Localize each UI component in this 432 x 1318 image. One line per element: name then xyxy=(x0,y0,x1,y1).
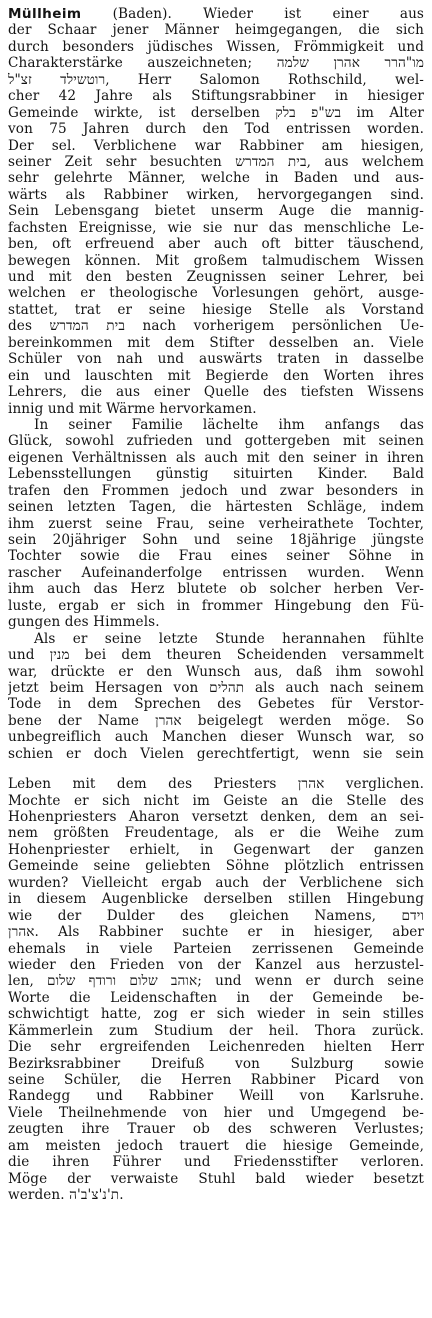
line-text: durch besonders jüdisches Wissen, Frömmigkeit und xyxy=(8,38,424,55)
line-text: ihm auch das Herz blutete ob solcher herben Ver- xyxy=(8,581,424,598)
line-text: Gemeinde wirkte, ist derselben בש"פ בלק im Alter xyxy=(8,104,424,121)
text-line xyxy=(8,121,424,137)
line-text: Mochte er sich nicht im Geiste an die Stelle des xyxy=(8,792,424,809)
text-line xyxy=(8,417,424,433)
line-text: sein 20jähriger Sohn und seine 18jährige jüngste xyxy=(8,532,424,548)
line-text: Lehrers, die aus einer Quelle des tiefsten Wissens xyxy=(8,384,424,401)
line-text: unbegreiflich auch Manchen dieser Wunsch war, so xyxy=(8,729,424,746)
text-line xyxy=(8,450,424,466)
line-text: cher 42 Jahre als Stiftungsrabbiner in hiesiger xyxy=(8,88,424,105)
line-text: gungen des Himmels. xyxy=(8,614,160,631)
line-text: Möge der verwaiste Stuhl bald wieder besetzt xyxy=(8,1170,424,1187)
line-text: bewegen können. Mit großem talmudischem Wissen xyxy=(8,252,424,269)
text-line xyxy=(8,941,424,957)
line-text: Tode in dem Sprechen des Gebetes für Verstor- xyxy=(8,696,424,713)
line-text: Die sehr ergreifenden Leichenreden hielten Herr xyxy=(8,1039,424,1056)
line-text: jetzt beim Hersagen von תהלים als auch nach seinem xyxy=(8,679,424,696)
line-text: wurden? Vielleicht ergab auch der Verblichene sich xyxy=(8,874,424,891)
line-text: welchen er theologische Vorlesungen gehört, ausge- xyxy=(8,285,424,302)
text-line xyxy=(8,187,424,203)
line-text: und mit den besten Zeugnissen seiner Lehrer, bei xyxy=(8,269,424,285)
line-text: des בית המדרש nach vorherigem persönlichen Ue- xyxy=(8,318,424,335)
text-line xyxy=(8,664,424,680)
line-text: von 75 Jahren durch den Tod entrissen worden. xyxy=(8,121,424,138)
line-text: Viele Theilnehmende von hier und Umgegend be- xyxy=(8,1104,424,1121)
line-text: schien er doch Vielen gerechtfertigt, wenn sie sein xyxy=(8,745,424,762)
line-text: rascher Aufeinanderfolge entrissen wurden. Wenn xyxy=(8,564,424,581)
line-text: seiner Zeit sehr besuchten בית המדרש, aus welchem xyxy=(8,153,424,170)
text-line xyxy=(8,483,424,499)
line-text: der Schaar jener Männer heimgegangen, die sich xyxy=(8,22,424,39)
text-line xyxy=(8,1006,424,1022)
line-text: und מנין bei dem theuren Scheidenden versammelt xyxy=(8,647,424,664)
line-text: Bezirksrabbiner Dreifuß von Sulzburg sowie xyxy=(8,1055,424,1072)
line-text: seine Schüler, die Herren Rabbiner Picard von xyxy=(8,1072,424,1088)
text-line xyxy=(8,105,424,121)
line-text: ihm zuerst seine Frau, seine verheirathete Tochter, xyxy=(8,515,424,532)
text-line xyxy=(8,680,424,696)
text-line xyxy=(8,170,424,186)
line-text: bene der Name אהרן beigelegt werden möge. So xyxy=(8,712,424,729)
line-text: אהרן. Als Rabbiner suchte er in hiesiger, aber xyxy=(8,924,424,941)
text-line xyxy=(8,565,424,581)
line-text: werden. ת'נ'צ'ב'ה. xyxy=(8,1187,124,1204)
text-line xyxy=(8,1171,424,1187)
line-text: war, drückte er den Wunsch aus, daß ihm sowohl xyxy=(8,663,424,680)
line-text: stattet, trat er seine hiesige Stelle als Vorstand xyxy=(8,301,424,318)
text-line xyxy=(8,1105,424,1121)
text-line xyxy=(8,924,424,940)
line-text: Als er seine letzte Stunde herannahen fühlte xyxy=(34,630,424,647)
text-line xyxy=(8,957,424,973)
text-line xyxy=(8,318,424,334)
text-line xyxy=(8,39,424,55)
text-line xyxy=(8,351,424,367)
text-line xyxy=(8,713,424,729)
line-text: bereinkommen mit dem Stifter desselben an. Viele xyxy=(8,334,424,351)
line-text: Sein Lebensgang bietet unserm Auge die mannig- xyxy=(8,203,424,220)
text-line xyxy=(8,875,424,891)
text-line xyxy=(8,793,424,809)
line-text: wieder den Frieden von der Kanzel aus herzustel- xyxy=(8,956,424,973)
text-line xyxy=(8,1138,424,1154)
line-text: Tochter sowie die Frau eines seiner Söhne in xyxy=(8,548,424,565)
line-text: Gemeinde seine geliebten Söhne plötzlich entrissen xyxy=(8,858,424,875)
line-text: seinen letzten Tagen, die härtesten Schläge, indem xyxy=(8,499,424,516)
text-line xyxy=(8,384,424,400)
line-text: innig und mit Wärme hervorkamen. xyxy=(8,400,257,417)
text-line xyxy=(8,253,424,269)
line-text: zeugten ihre Trauer ob des schweren Verlustes; xyxy=(8,1121,424,1138)
text-line xyxy=(8,269,424,285)
text-line xyxy=(8,88,424,104)
text-line xyxy=(8,220,424,236)
text-line xyxy=(8,72,424,88)
text-line xyxy=(8,433,424,449)
text-line xyxy=(8,598,424,614)
text-line xyxy=(8,1088,424,1104)
line-text: nem größten Freudentage, als er die Weihe zum xyxy=(8,825,424,842)
line-text: len, אוהב שלום ורודף שלום; und wenn er durch seine xyxy=(8,973,424,990)
text-line xyxy=(8,236,424,252)
text-line xyxy=(8,499,424,515)
text-line xyxy=(8,1039,424,1055)
line-text: ein und lauschten mit Begierde den Worten ihres xyxy=(8,367,424,384)
text-line xyxy=(8,631,424,647)
text-line xyxy=(8,1072,424,1088)
text-line xyxy=(8,581,424,597)
text-line xyxy=(8,368,424,384)
line-text: die ihren Führer und Friedensstifter verloren. xyxy=(8,1154,424,1171)
text-line xyxy=(8,1121,424,1137)
text-line xyxy=(8,776,424,792)
text-line xyxy=(8,302,424,318)
line-text: (Baden). Wieder ist einer aus xyxy=(81,6,424,22)
text-line xyxy=(8,891,424,907)
text-line xyxy=(8,138,424,154)
line-text: Worte die Leidenschaften in der Gemeinde be- xyxy=(8,989,424,1006)
text-line xyxy=(8,548,424,564)
text-line xyxy=(8,154,424,170)
line-text: Glück, sowohl zufrieden und gottergeben mit seinen xyxy=(8,433,424,450)
line-text: Schüler von nah und auswärts traten in dasselbe xyxy=(8,351,424,368)
text-line xyxy=(8,809,424,825)
line-text: in diesem Augenblicke derselben stillen Hingebung xyxy=(8,891,424,908)
text-line xyxy=(8,647,424,663)
text-line xyxy=(8,1023,424,1039)
line-text: Hohenpriester erhielt, in Gegenwart der ganzen xyxy=(8,841,424,858)
text-line xyxy=(8,858,424,874)
text-line xyxy=(8,908,424,924)
line-text: רוטשילד זצ"ל, Herr Salomon Rothschild, wel- xyxy=(8,71,424,88)
line-text: Kämmerlein zum Studium der heil. Thora zurück. xyxy=(8,1022,424,1039)
line-text: Randegg und Rabbiner Weill von Karlsruhe. xyxy=(8,1088,424,1105)
line-text: schwichtigt hatte, zog er sich wieder in sein stilles xyxy=(8,1006,424,1023)
line-text: Lebensstellungen günstig situirten Kinder. Bald xyxy=(8,466,424,483)
text-line xyxy=(8,1187,424,1203)
text-line xyxy=(8,825,424,841)
text-line xyxy=(8,842,424,858)
text-line xyxy=(8,466,424,482)
text-line xyxy=(8,6,424,22)
line-text: luste, ergab er sich in frommer Hingebung den Fü- xyxy=(8,597,424,614)
line-text: ehemals in viele Parteien zerrissenen Gemeinde xyxy=(8,940,424,957)
text-line xyxy=(8,614,424,630)
text-line xyxy=(8,285,424,301)
text-line xyxy=(8,973,424,989)
line-text: trafen den Frommen jedoch und zwar besonders in xyxy=(8,482,424,499)
text-line xyxy=(8,990,424,1006)
text-line xyxy=(8,746,424,762)
line-text: am meisten jedoch trauert die hiesige Gemeinde, xyxy=(8,1137,424,1154)
line-text: Leben mit dem des Priesters אהרן verglichen. xyxy=(8,776,424,793)
line-text: ben, oft erfreuend aber auch oft bitter täuschend, xyxy=(8,236,424,253)
text-line xyxy=(8,22,424,38)
line-text: In seiner Familie lächelte ihm anfangs das xyxy=(34,416,424,433)
line-text: fachsten Ereignisse, wie sie nur das menschliche Le- xyxy=(8,219,424,236)
dateline-place: Müllheim xyxy=(8,6,82,22)
line-text: Charakterstärke auszeichneten; מו"הרר אהרן שלמה xyxy=(8,55,424,72)
text-line xyxy=(8,696,424,712)
text-line xyxy=(8,335,424,351)
line-text: wie der Dulder des gleichen Namens, וידם xyxy=(8,907,424,924)
text-line xyxy=(8,1056,424,1072)
line-text: Hohenpriesters Aharon versetzt denken, dem an sei- xyxy=(8,809,424,825)
line-text: sehr gelehrte Männer, welche in Baden und aus- xyxy=(8,170,424,187)
text-line xyxy=(8,1154,424,1170)
text-line xyxy=(8,729,424,745)
line-text: wärts als Rabbiner wirken, hervorgegangen sind. xyxy=(8,186,424,203)
text-line xyxy=(8,532,424,548)
text-line xyxy=(8,401,424,417)
line-text: eigenen Verhältnissen als auch mit den seiner in ihren xyxy=(8,449,424,466)
text-line xyxy=(8,203,424,219)
line-text: Der sel. Verblichene war Rabbiner am hiesigen, xyxy=(8,137,424,154)
text-line xyxy=(8,516,424,532)
text-line xyxy=(8,55,424,71)
